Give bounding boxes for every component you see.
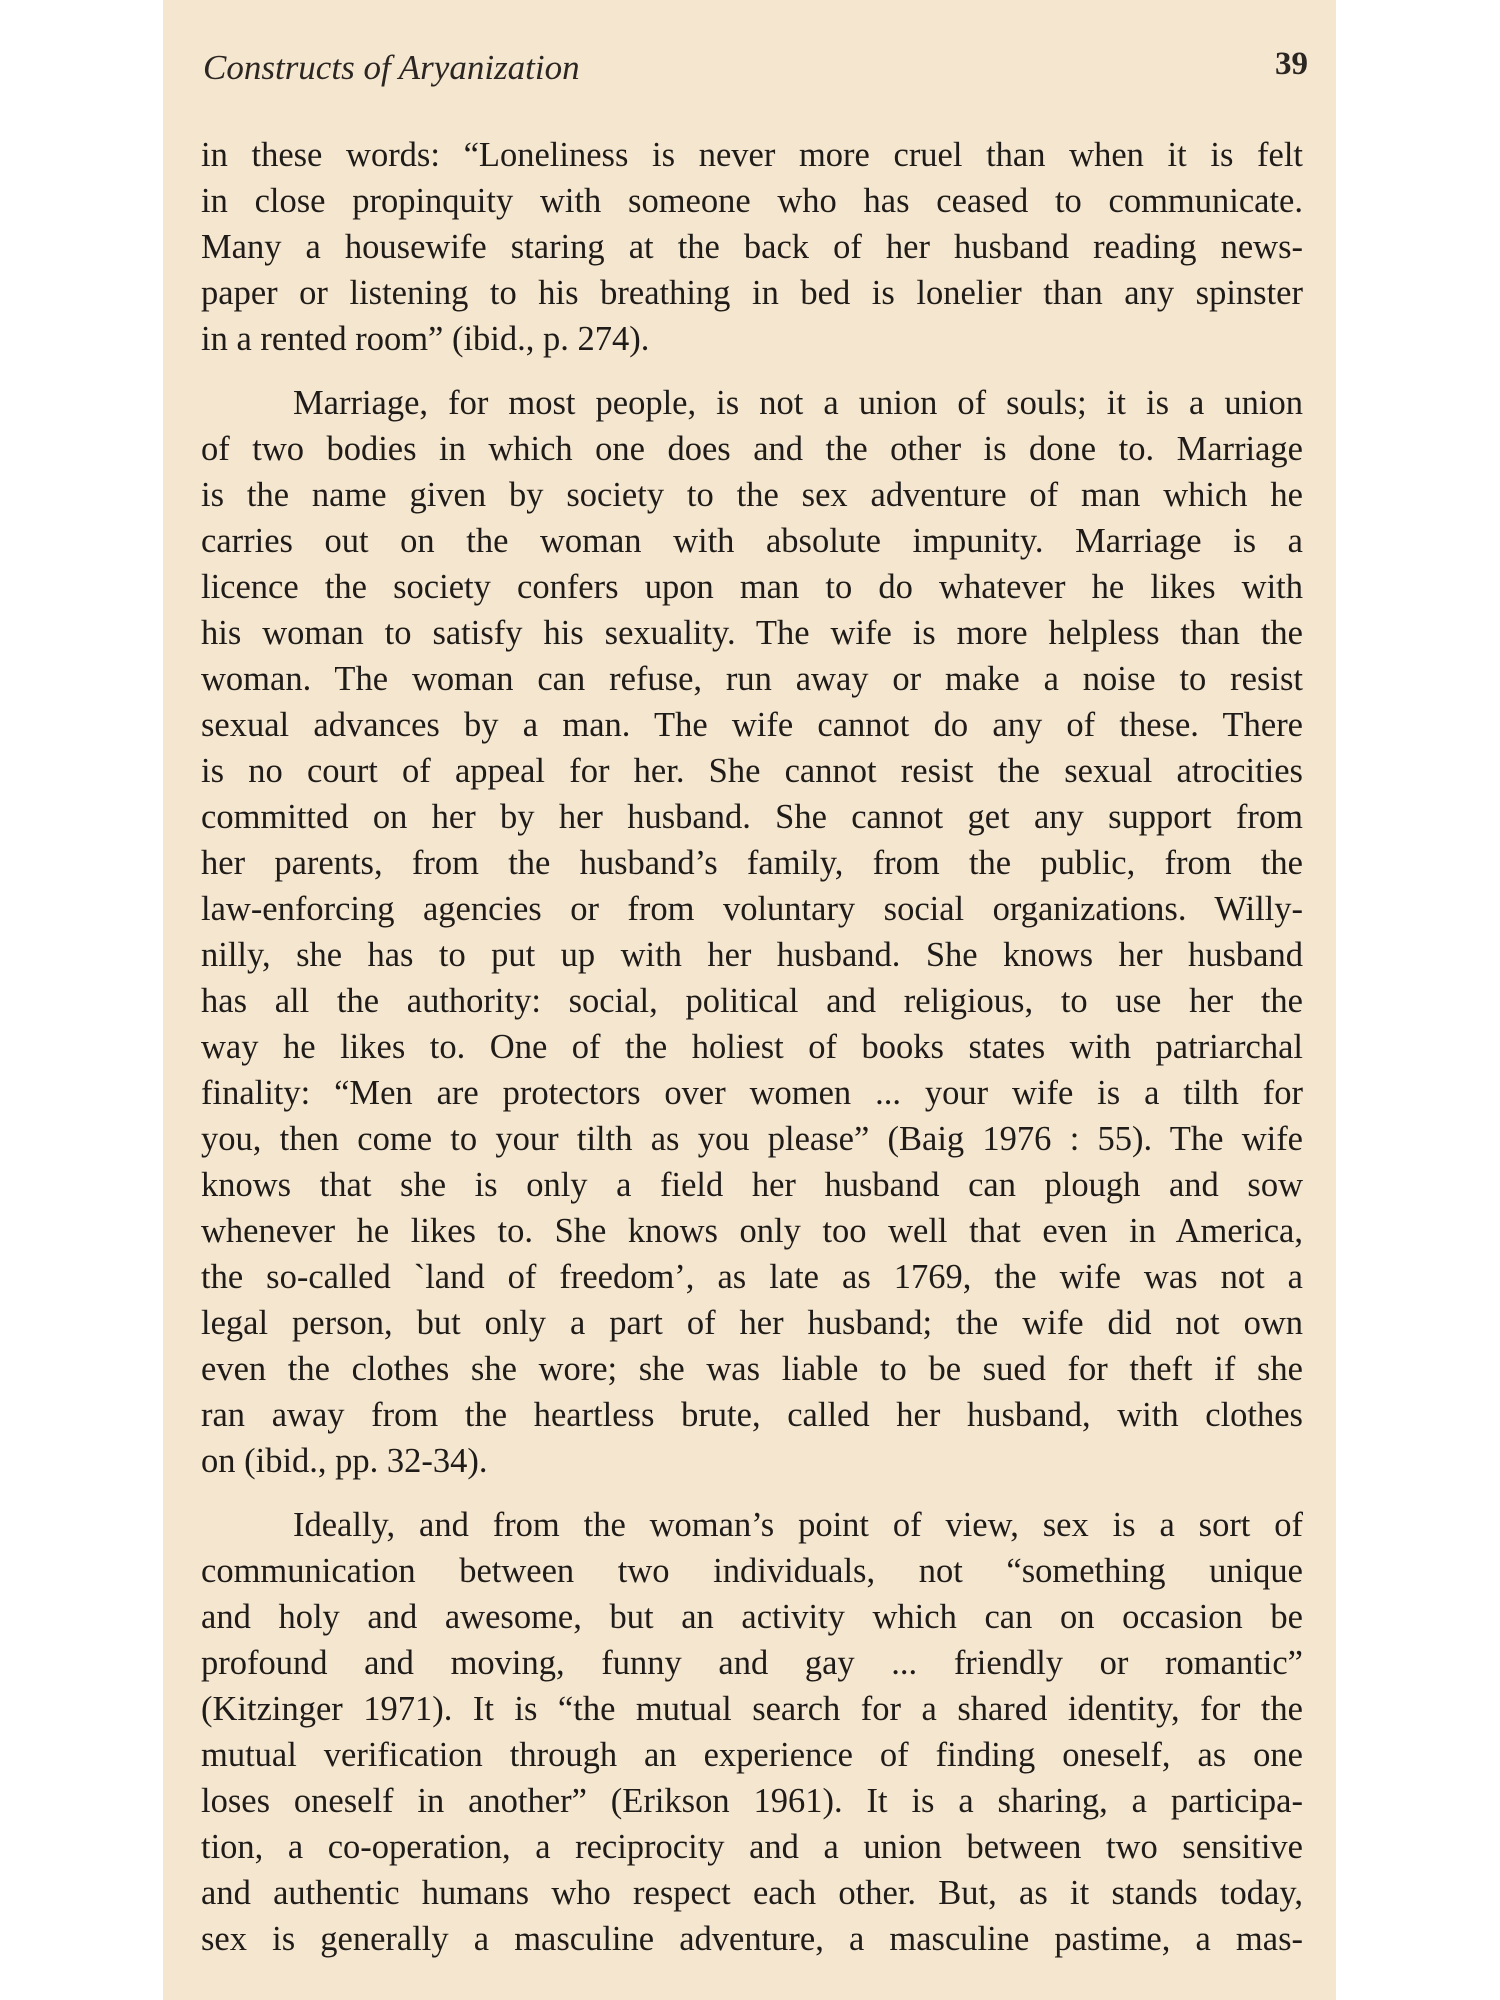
text-line: is the name given by society to the sex adventure of man which he [201, 476, 1303, 514]
text-line: woman. The woman can refuse, run away or make a noise to resist [201, 660, 1303, 698]
text-line: whenever he likes to. She knows only too well that even in America, [201, 1212, 1303, 1250]
body-text [201, 132, 1303, 1962]
text-line: and authentic humans who respect each other. But, as it stands today, [201, 1874, 1303, 1912]
text-line: in these words: “Loneliness is never more cruel than when it is felt [201, 136, 1303, 174]
text-line: even the clothes she wore; she was liable to be sued for theft if she [201, 1350, 1303, 1388]
text-line: sexual advances by a man. The wife cannot do any of these. There [201, 706, 1303, 744]
text-line: way he likes to. One of the holiest of books states with patriarchal [201, 1028, 1303, 1066]
text-line: licence the society confers upon man to do whatever he likes with [201, 568, 1303, 606]
text-line: on (ibid., pp. 32-34). [201, 1442, 488, 1480]
text-line: (Kitzinger 1971). It is “the mutual search for a shared identity, for the [201, 1690, 1303, 1728]
text-line: Ideally, and from the woman’s point of view, sex is a sort of [293, 1506, 1303, 1544]
text-line: profound and moving, funny and gay ... friendly or romantic” [201, 1644, 1303, 1682]
text-line: legal person, but only a part of her husband; the wife did not own [201, 1304, 1303, 1342]
text-line: paper or listening to his breathing in bed is lonelier than any spinster [201, 274, 1303, 312]
text-line: mutual verification through an experience of finding oneself, as one [201, 1736, 1303, 1774]
text-line: tion, a co-operation, a reciprocity and a union between two sensitive [201, 1828, 1303, 1866]
text-line: is no court of appeal for her. She cannot resist the sexual atrocities [201, 752, 1303, 790]
text-line: her parents, from the husband’s family, from the public, from the [201, 844, 1303, 882]
text-line: sex is generally a masculine adventure, a masculine pastime, a mas- [201, 1920, 1303, 1958]
text-line: in a rented room” (ibid., p. 274). [201, 320, 650, 358]
text-line: the so-called `land of freedom’, as late as 1769, the wife was not a [201, 1258, 1303, 1296]
text-line: communication between two individuals, not “something unique [201, 1552, 1303, 1590]
text-line: knows that she is only a field her husband can plough and sow [201, 1166, 1303, 1204]
text-line: has all the authority: social, political and religious, to use her the [201, 982, 1303, 1020]
text-line: Marriage, for most people, is not a union of souls; it is a union [293, 384, 1303, 422]
text-line: nilly, she has to put up with her husband. She knows her husband [201, 936, 1303, 974]
text-line: and holy and awesome, but an activity which can on occasion be [201, 1598, 1303, 1636]
paragraph [201, 132, 1303, 362]
text-line: Many a housewife staring at the back of her husband reading news- [201, 228, 1303, 266]
text-line: committed on her by her husband. She cannot get any support from [201, 798, 1303, 836]
text-line: in close propinquity with someone who has ceased to communicate. [201, 182, 1303, 220]
text-line: loses oneself in another” (Erikson 1961). It is a sharing, a participa- [201, 1782, 1303, 1820]
text-line: his woman to satisfy his sexuality. The wife is more helpless than the [201, 614, 1303, 652]
running-title: Constructs of Aryanization [203, 48, 580, 87]
page-header [203, 42, 1308, 92]
book-page [163, 0, 1336, 2000]
paragraph [201, 1502, 1303, 1962]
text-line: ran away from the heartless brute, called her husband, with clothes [201, 1396, 1303, 1434]
text-line: of two bodies in which one does and the other is done to. Marriage [201, 430, 1303, 468]
text-line: you, then come to your tilth as you please” (Baig 1976 : 55). The wife [201, 1120, 1303, 1158]
page-number: 39 [1275, 46, 1308, 82]
text-line: carries out on the woman with absolute impunity. Marriage is a [201, 522, 1303, 560]
text-line: law-enforcing agencies or from voluntary social organizations. Willy- [201, 890, 1303, 928]
text-line: finality: “Men are protectors over women ... your wife is a tilth for [201, 1074, 1303, 1112]
paragraph [201, 380, 1303, 1484]
